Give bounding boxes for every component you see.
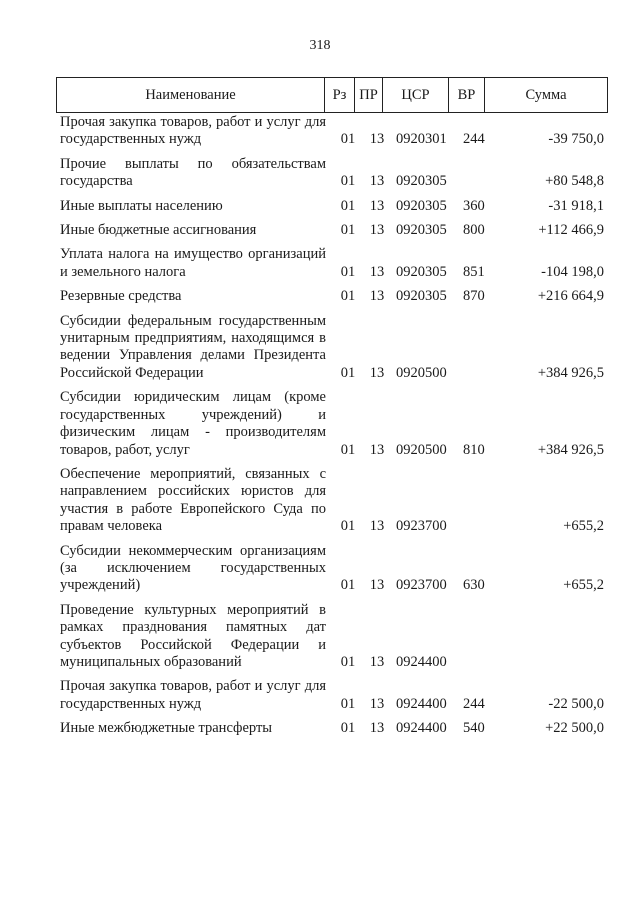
row-name: Уплата налога на имущество организаций и земельного налога <box>60 246 326 280</box>
row-sum: -31 918,1 <box>548 197 604 214</box>
row-vr: 851 <box>463 263 485 280</box>
table-row <box>60 156 608 198</box>
row-name: Иные межбюджетные трансферты <box>60 720 273 737</box>
row-rz: 01 <box>340 720 356 737</box>
row-rz: 01 <box>340 695 356 712</box>
row-vr: 810 <box>463 441 485 458</box>
row-sum: +655,2 <box>563 577 604 594</box>
row-csr: 0923700 <box>396 577 447 594</box>
row-csr: 0924400 <box>396 653 447 670</box>
row-rz: 01 <box>340 173 356 190</box>
row-csr: 0920305 <box>396 288 447 305</box>
row-csr: 0920305 <box>396 197 447 214</box>
row-pr: 13 <box>369 720 385 737</box>
row-name: Иные бюджетные ассигнования <box>60 222 257 239</box>
row-rz: 01 <box>340 518 356 535</box>
header-pr: ПР <box>355 78 383 112</box>
row-sum: -22 500,0 <box>548 695 604 712</box>
table-row <box>60 198 608 222</box>
row-name: Резервные средства <box>60 288 182 305</box>
header-csr: ЦСР <box>383 78 449 112</box>
row-name: Проведение культурных мероприятий в рамках празднования памятных дат субъектов Российской Федерации и муниципальных образований <box>60 601 326 670</box>
row-pr: 13 <box>369 263 385 280</box>
row-vr: 800 <box>463 222 485 239</box>
row-pr: 13 <box>369 518 385 535</box>
row-name: Иные выплаты населению <box>60 197 223 214</box>
row-rz: 01 <box>340 131 356 148</box>
row-name: Прочая закупка товаров, работ и услуг для государственных нужд <box>60 114 326 148</box>
table-row <box>60 602 608 679</box>
row-pr: 13 <box>369 288 385 305</box>
row-csr: 0924400 <box>396 720 447 737</box>
table-row <box>60 720 608 744</box>
row-sum: -104 198,0 <box>541 263 604 280</box>
row-name: Прочие выплаты по обязательствам государства <box>60 155 326 190</box>
row-vr: 630 <box>463 577 485 594</box>
table-row <box>60 288 608 312</box>
row-csr: 0920305 <box>396 173 447 190</box>
table-row <box>60 313 608 390</box>
row-rz: 01 <box>340 441 356 458</box>
header-name: Наименование <box>57 78 325 112</box>
table-row <box>60 389 608 466</box>
row-csr: 0920301 <box>396 131 447 148</box>
row-sum: +384 926,5 <box>537 364 604 381</box>
row-vr: 244 <box>463 695 485 712</box>
row-pr: 13 <box>369 131 385 148</box>
row-rz: 01 <box>340 263 356 280</box>
row-rz: 01 <box>340 364 356 381</box>
row-sum: -39 750,0 <box>548 131 604 148</box>
row-csr: 0923700 <box>396 518 447 535</box>
row-sum: +216 664,9 <box>537 288 604 305</box>
table-row <box>60 222 608 246</box>
row-pr: 13 <box>369 173 385 190</box>
row-csr: 0920500 <box>396 441 447 458</box>
row-sum: +80 548,8 <box>545 173 604 190</box>
row-name: Субсидии некоммерческим организациям (за исключением государственных учреждений) <box>60 542 326 594</box>
row-pr: 13 <box>369 441 385 458</box>
row-csr: 0920500 <box>396 364 447 381</box>
row-sum: +22 500,0 <box>545 720 604 737</box>
row-rz: 01 <box>340 577 356 594</box>
table-row <box>60 466 608 543</box>
row-rz: 01 <box>340 288 356 305</box>
row-rz: 01 <box>340 222 356 239</box>
table-row <box>60 678 608 720</box>
row-pr: 13 <box>369 364 385 381</box>
row-vr: 540 <box>463 720 485 737</box>
row-pr: 13 <box>369 197 385 214</box>
header-rz: Рз <box>325 78 355 112</box>
budget-table-body <box>60 114 608 745</box>
row-name: Субсидии юридическим лицам (кроме государственных учреждений) и физическим лицам - производителям товаров, работ, услуг <box>60 389 326 458</box>
row-pr: 13 <box>369 577 385 594</box>
page-number: 318 <box>309 38 331 53</box>
header-sum: Сумма <box>525 86 567 103</box>
row-csr: 0924400 <box>396 695 447 712</box>
row-pr: 13 <box>369 653 385 670</box>
row-rz: 01 <box>340 197 356 214</box>
header-vr: ВР <box>449 78 485 112</box>
row-sum: +655,2 <box>563 518 604 535</box>
row-name: Прочая закупка товаров, работ и услуг для государственных нужд <box>60 678 326 712</box>
row-sum: +384 926,5 <box>537 441 604 458</box>
row-rz: 01 <box>340 653 356 670</box>
row-vr: 244 <box>463 131 485 148</box>
row-name: Субсидии федеральным государственным унитарным предприятиям, находящимся в ведении Управления делами Президента Российской Федерации <box>60 312 326 381</box>
table-row <box>60 543 608 602</box>
row-vr: 360 <box>463 197 485 214</box>
row-csr: 0920305 <box>396 222 447 239</box>
row-pr: 13 <box>369 222 385 239</box>
row-vr: 870 <box>463 288 485 305</box>
table-header <box>56 77 608 113</box>
row-pr: 13 <box>369 695 385 712</box>
table-row <box>60 246 608 288</box>
row-name: Обеспечение мероприятий, связанных с направлением российских юристов для участия в работе Европейского Суда по правам человека <box>60 465 326 535</box>
row-sum: +112 466,9 <box>538 222 604 239</box>
table-row <box>60 114 608 156</box>
row-csr: 0920305 <box>396 263 447 280</box>
